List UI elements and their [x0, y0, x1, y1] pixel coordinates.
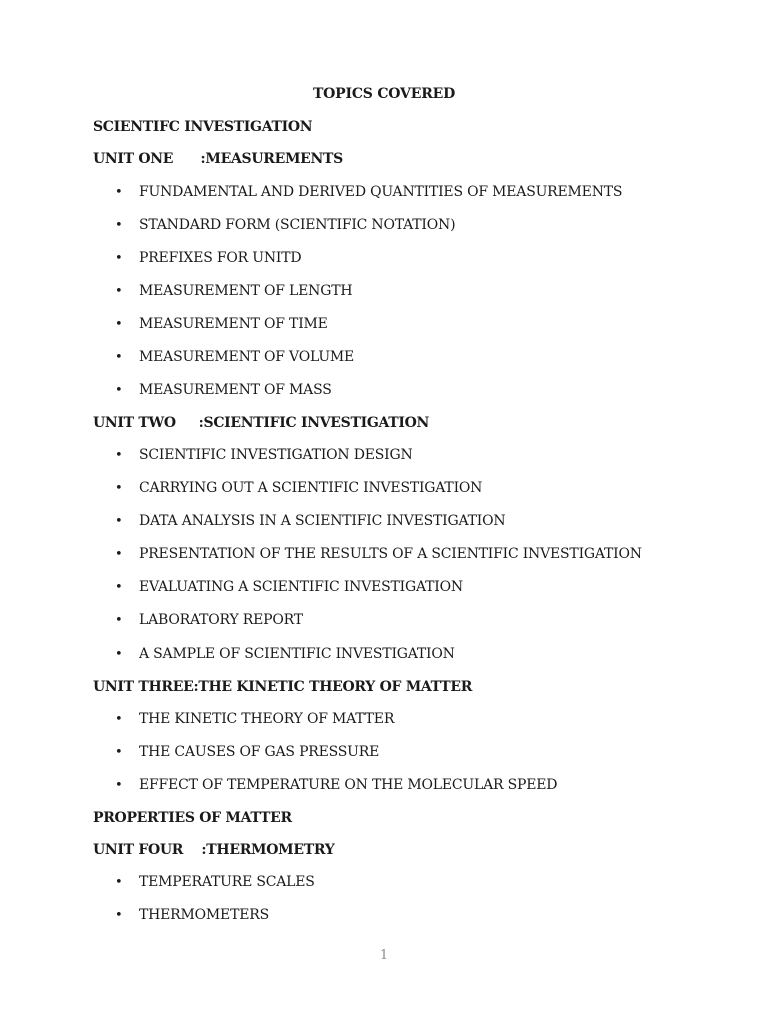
- bullet-icon: •: [115, 712, 123, 727]
- list-item: • CARRYING OUT A SCIENTIFIC INVESTIGATION: [115, 480, 483, 496]
- bullet-icon: •: [115, 284, 123, 299]
- bullet-icon: •: [115, 185, 123, 200]
- bullet-icon: •: [115, 251, 123, 266]
- bullet-icon: •: [115, 745, 123, 760]
- list-item: • PREFIXES FOR UNITD: [115, 250, 302, 266]
- list-item: • EFFECT OF TEMPERATURE ON THE MOLECULAR SPEED: [115, 777, 558, 793]
- list-item: • A SAMPLE OF SCIENTIFIC INVESTIGATION: [115, 646, 455, 662]
- list-item: • SCIENTIFIC INVESTIGATION DESIGN: [115, 447, 413, 463]
- list-item: • LABORATORY REPORT: [115, 612, 303, 628]
- unit-four-heading: UNIT FOUR :THERMOMETRY: [93, 842, 335, 858]
- section-heading-scientific-investigation: SCIENTIFC INVESTIGATION: [93, 119, 313, 135]
- bullet-icon: •: [115, 448, 123, 463]
- section-heading-properties-of-matter: PROPERTIES OF MATTER: [93, 810, 292, 826]
- unit-three-heading: UNIT THREE:THE KINETIC THEORY OF MATTER: [93, 679, 473, 695]
- page-number: 1: [379, 948, 389, 963]
- unit-one-heading: UNIT ONE :MEASUREMENTS: [93, 151, 343, 167]
- list-item: • STANDARD FORM (SCIENTIFIC NOTATION): [115, 217, 456, 233]
- list-item: • MEASUREMENT OF VOLUME: [115, 349, 355, 365]
- bullet-icon: •: [115, 647, 123, 662]
- bullet-icon: •: [115, 875, 123, 890]
- list-item: • TEMPERATURE SCALES: [115, 874, 315, 890]
- bullet-icon: •: [115, 218, 123, 233]
- bullet-icon: •: [115, 514, 123, 529]
- bullet-icon: •: [115, 778, 123, 793]
- bullet-icon: •: [115, 481, 123, 496]
- list-item: • THE KINETIC THEORY OF MATTER: [115, 711, 395, 727]
- bullet-icon: •: [115, 908, 123, 923]
- bullet-icon: •: [115, 383, 123, 398]
- list-item: • THERMOMETERS: [115, 907, 269, 923]
- bullet-icon: •: [115, 317, 123, 332]
- page-title: TOPICS COVERED: [312, 86, 456, 102]
- list-item: • THE CAUSES OF GAS PRESSURE: [115, 744, 380, 760]
- bullet-icon: •: [115, 613, 123, 628]
- list-item: • DATA ANALYSIS IN A SCIENTIFIC INVESTIGATION: [115, 513, 506, 529]
- list-item: • FUNDAMENTAL AND DERIVED QUANTITIES OF MEASUREMENTS: [115, 184, 623, 200]
- list-item: • MEASUREMENT OF MASS: [115, 382, 332, 398]
- list-item: • EVALUATING A SCIENTIFIC INVESTIGATION: [115, 579, 463, 595]
- list-item: • PRESENTATION OF THE RESULTS OF A SCIENTIFIC INVESTIGATION: [115, 546, 642, 562]
- list-item: • MEASUREMENT OF TIME: [115, 316, 328, 332]
- unit-two-heading: UNIT TWO :SCIENTIFIC INVESTIGATION: [93, 415, 430, 431]
- bullet-icon: •: [115, 547, 123, 562]
- bullet-icon: •: [115, 580, 123, 595]
- list-item: • MEASUREMENT OF LENGTH: [115, 283, 353, 299]
- bullet-icon: •: [115, 350, 123, 365]
